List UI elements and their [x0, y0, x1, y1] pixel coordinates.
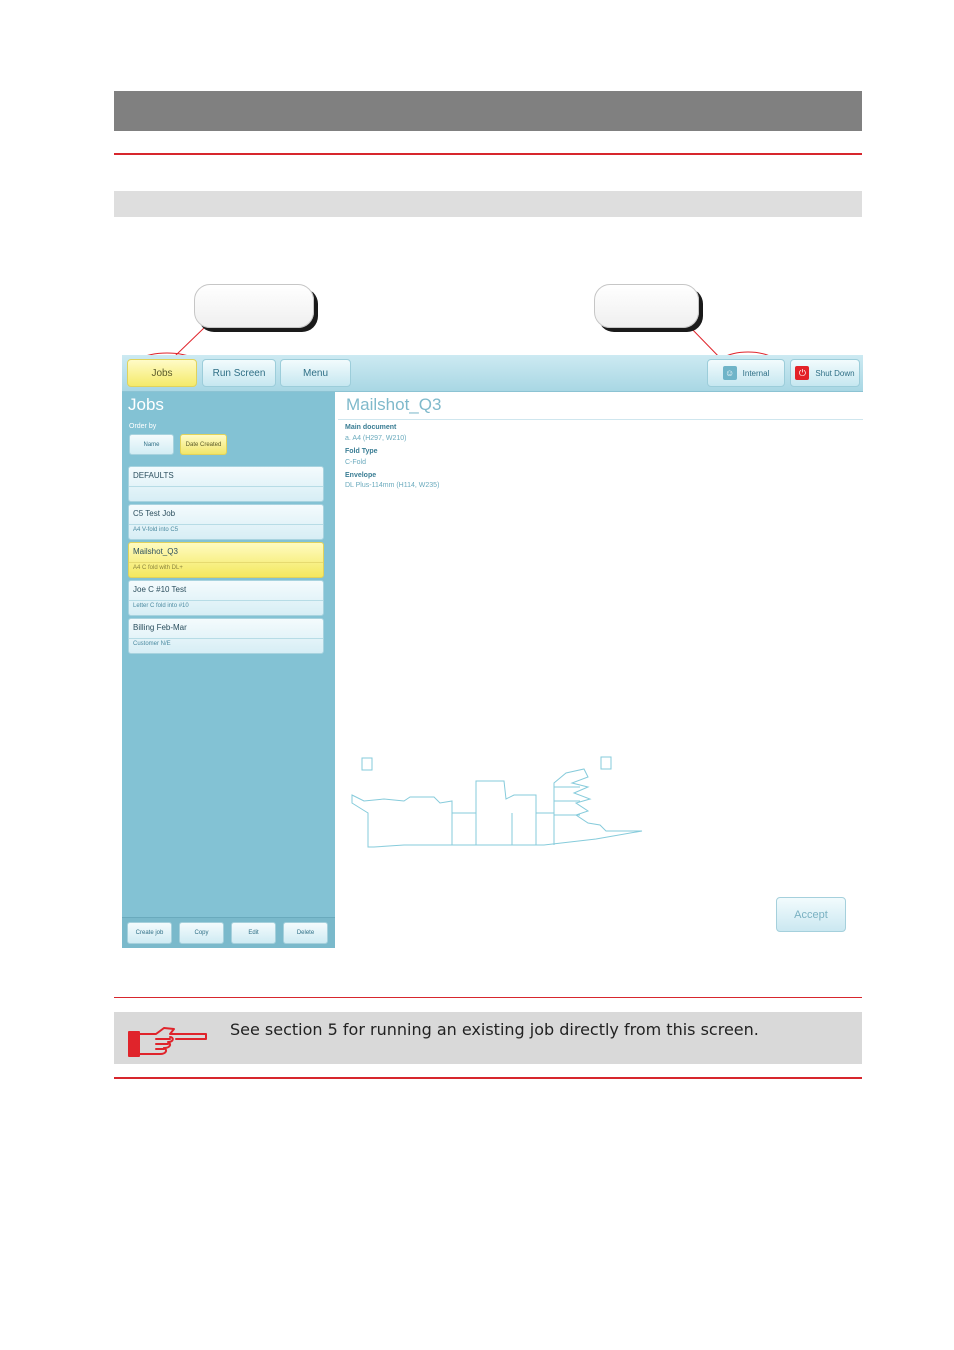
job-name: Joe C #10 Test	[133, 585, 187, 594]
jobs-button[interactable]: Jobs	[127, 359, 197, 387]
delete-button[interactable]: Delete	[283, 922, 328, 944]
job-name: C5 Test Job	[133, 509, 176, 518]
callout-jobs-button	[194, 284, 314, 328]
create-job-button[interactable]: Create job	[127, 922, 172, 944]
pointing-hand-icon	[126, 1020, 210, 1060]
main-document-label: Main document	[345, 424, 397, 431]
power-icon: ⏻	[795, 366, 809, 380]
sidebar-actions	[122, 917, 335, 948]
job-name: DEFAULTS	[133, 471, 174, 480]
title-divider	[338, 419, 863, 420]
run-screen-button[interactable]: Run Screen	[202, 359, 276, 387]
main-document-value: a. A4 (H297, W210)	[345, 435, 407, 442]
job-item[interactable]	[128, 618, 324, 654]
jobs-sidebar	[122, 392, 335, 948]
note-bottom-rule	[114, 1077, 862, 1079]
copy-button[interactable]: Copy	[179, 922, 224, 944]
shut-down-button[interactable]	[790, 359, 860, 387]
order-by-label: Order by	[129, 423, 157, 430]
job-item[interactable]	[128, 580, 324, 616]
shut-down-label: Shut Down	[815, 368, 855, 378]
note-box	[114, 1012, 862, 1064]
fold-type-value: C-Fold	[345, 459, 367, 466]
job-item[interactable]	[128, 466, 324, 502]
order-name-button[interactable]: Name	[129, 434, 174, 455]
menu-button[interactable]: Menu	[280, 359, 351, 387]
callout-user-button	[594, 284, 699, 328]
job-name: Billing Feb-Mar	[133, 623, 187, 632]
left-indicator	[362, 758, 372, 770]
job-item-selected[interactable]	[128, 542, 324, 578]
job-divider	[129, 486, 323, 487]
job-desc: Customer N/E	[133, 641, 171, 647]
job-divider	[129, 638, 323, 639]
internal-user-button[interactable]	[707, 359, 785, 387]
job-desc: A4 C fold with DL+	[133, 565, 183, 571]
job-item[interactable]	[128, 504, 324, 540]
job-desc: Letter C fold into #10	[133, 603, 189, 609]
accept-button[interactable]: Accept	[776, 897, 846, 932]
envelope-label: Envelope	[345, 472, 377, 479]
job-screen	[122, 355, 863, 948]
job-desc: A4 V-fold into C5	[133, 527, 179, 533]
job-divider	[129, 524, 323, 525]
edit-button[interactable]: Edit	[231, 922, 276, 944]
top-toolbar	[122, 355, 863, 392]
job-divider	[129, 600, 323, 601]
note-top-rule	[114, 997, 862, 998]
machine-configuration-diagram[interactable]	[344, 753, 656, 853]
right-indicator	[601, 757, 611, 769]
envelope-value: DL Plus-114mm (H114, W235)	[345, 482, 440, 489]
job-title: Mailshot_Q3	[346, 395, 442, 414]
order-date-button[interactable]: Date Created	[180, 434, 227, 455]
internal-label: Internal	[742, 368, 770, 378]
sidebar-title: Jobs	[128, 395, 164, 414]
fold-type-label: Fold Type	[345, 448, 378, 455]
job-divider	[129, 562, 323, 563]
note-text: See section 5 for running an existing job directly from this screen.	[230, 1020, 759, 1039]
job-name: Mailshot_Q3	[133, 547, 178, 556]
user-icon: ☺	[723, 366, 737, 380]
